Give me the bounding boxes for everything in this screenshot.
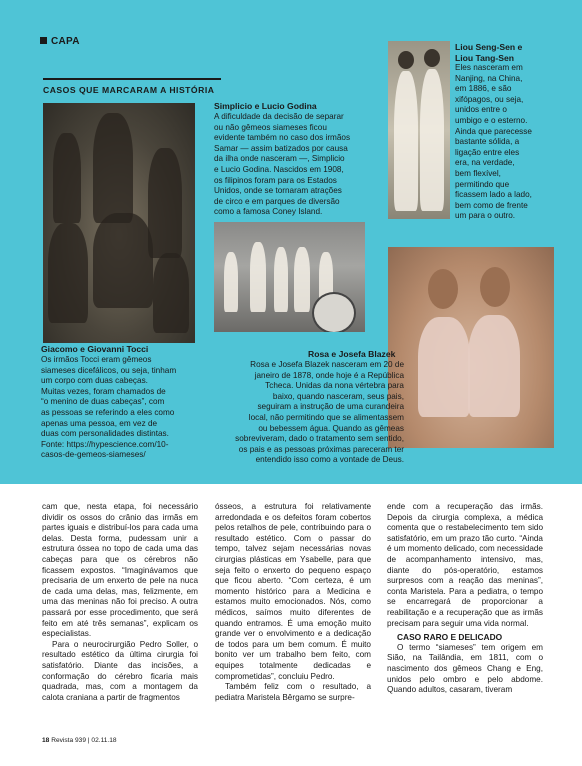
page-number: 18 bbox=[42, 737, 50, 744]
godina-caption-title: Simplicio e Lucio Godina bbox=[214, 101, 317, 111]
tocci-caption-text: Os irmãos Tocci eram gêmeos siameses dicefálicos, ou seja, tinham um corpo com duas cabeças. Muitas vezes, foram chamados de “o menino de duas cabeças”, com as pessoas se referindo a eles como apenas uma pessoa, em vez de duas com personalidades distintas. Fonte: https://hypescience.com/10- casos-de-gemeos-siameses/ bbox=[41, 355, 177, 460]
body-paragraph: cam que, nesta etapa, foi necessário dividir os ossos do crânio das irmãs em partes iguais e distribuí-los para cada uma delas. Desta forma, pudessam unir a estrutura óssea no topo de cada uma das cabeças para que os cérebros não ficassem expostos. “Imaginávamos que precisaria de um enxerto de pele na nuca de cada uma delas, mas, felizmente, em uma das meninas não foi preciso. A outra passará por esse procedimento, que será feito em até três semanas”, explicam os especialistas. bbox=[42, 502, 198, 639]
section-label: CAPA bbox=[51, 36, 80, 47]
tocci-family-photo bbox=[43, 103, 195, 343]
title-rule bbox=[43, 78, 221, 80]
liou-caption-text: Eles nasceram em Nanjing, na China, em 1886, e são xifópagos, ou seja, unidos entre o umbigo e o esterno. Ainda que parecesse bastante sólida, a ligação entre eles era, na verdade, bem flexível, permitindo que ficassem lado a lado, bem como de frente um para o outro. bbox=[455, 63, 532, 221]
body-paragraph: Também feliz com o resultado, a pediatra Maristela Bêrgamo se surpre- bbox=[215, 682, 371, 702]
page-footer: 18 Revista 939 | 02.11.18 bbox=[42, 737, 117, 744]
body-paragraph: Para o neurocirurgião Pedro Soller, o resultado estético da última cirurgia foi satisfatório. Diante das incisões, a conformação do cérebro ficaria mais quadrada, mas, com a montagem da calota craniana a partir de fragmentos bbox=[42, 639, 198, 702]
blazek-twins-photo bbox=[388, 247, 554, 448]
magazine-name: Revista 939 bbox=[51, 737, 87, 744]
body-column-3 bbox=[387, 502, 543, 696]
section-tag bbox=[40, 36, 80, 47]
blazek-caption-text: Rosa e Josefa Blazek nasceram em 20 de janeiro de 1878, onde hoje é a República Tcheca. Unidas da nona vértebra para baixo, quando nasceram, seus pais, seguiram a instrução de uma curandeira local, não permitindo que se alimentassem ou bebessem água. Quando as gêmeas sobreviveram, dado o tratamento sem sentido, os pais e as pessoas próximas pareceram ter entendido isso como a vontade de Deus. bbox=[235, 360, 404, 465]
body-paragraph: ende com a recuperação das irmãs. Depois da cirurgia complexa, a médica comenta que o restabelecimento tem sido satisfatório, em um prazo tão curto. “Ainda é um momento delicado, com necessidade de acompanhamento intensivo, mas, diante do pós-operatório, estamos surpresos com a reação das meninas”, conta Maristela. Para a pediatra, o tempo se encarregará de proporcionar a reabilitação e a recuperação que as irmãs precisam para seguir uma vida normal. bbox=[387, 502, 543, 628]
liou-twins-photo bbox=[388, 41, 450, 219]
body-column-2 bbox=[215, 502, 371, 703]
liou-caption-title: Liou Seng-Sen e Liou Tang-Sen bbox=[455, 42, 523, 63]
godina-caption-text: A dificuldade da decisão de separar ou não gêmeos siameses ficou evidente também no caso dos irmãos Samar — assim batizados por causa da ilha onde nasceram —, Simplicio e Lucio Godina. Nascidos em 1908, os filipinos foram para os Estados Unidos, onde se tornaram atrações de circo e em parques de diversão como a famosa Coney Island. bbox=[214, 112, 351, 217]
godina-band-photo bbox=[214, 222, 365, 332]
blazek-caption-title: Rosa e Josefa Blazek bbox=[308, 349, 396, 359]
section-title: CASOS QUE MARCARAM A HISTÓRIA bbox=[43, 85, 215, 95]
tocci-caption-title: Giacomo e Giovanni Tocci bbox=[41, 344, 149, 354]
body-paragraph: O termo “siameses” tem origem em Sião, na Tailândia, em 1811, com o nascimento dos gêmeos Chang e Eng, unidos pelo ombro e pelo abdome. Quando adultos, casaram, tiveram bbox=[387, 642, 543, 695]
issue-date: 02.11.18 bbox=[91, 737, 117, 744]
square-bullet-icon bbox=[40, 37, 47, 44]
subheading: CASO RARO E DELICADO bbox=[397, 632, 503, 643]
body-paragraph: ósseos, a estrutura foi relativamente arredondada e os defeitos foram cobertos pelos retalhos de pele, contribuindo para o resultado estético. Com o passar do tempo, talvez sejam necessárias novas cirurgias plásticas em Ysabelle, para que seja feito o enxerto do pequeno espaço que ficou aberto. “Com certeza, é um momento histórico para a Medicina e estamos muito emocionados. Nós, como médicos, saímos muito diferentes de quando entramos. É uma emoção muito grande ver o envolvimento e a dedicação de todos para um bem comum. É muito bonito ver um trabalho bem feito, com equipes totalmente dedicadas e comprometidas”, concluiu Pedro. bbox=[215, 502, 371, 681]
body-column-1 bbox=[42, 502, 198, 703]
